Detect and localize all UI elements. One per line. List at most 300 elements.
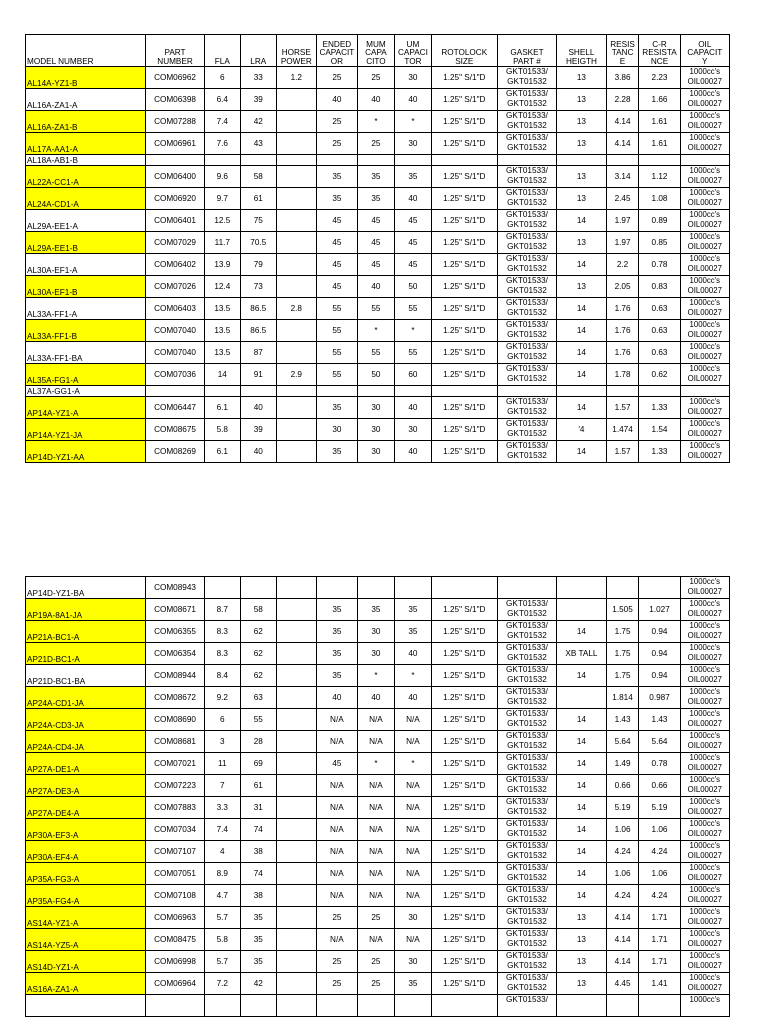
res-cell: 4.24 — [606, 841, 639, 863]
c2-cell: 30 — [357, 643, 394, 665]
gasket-line-2: GKT01532 — [507, 762, 547, 772]
model-number-cell: AL18A-AB1-B — [26, 155, 146, 166]
oil-line-1: 1000cc's — [689, 885, 721, 894]
oil-line-1: 1000cc's — [689, 67, 721, 76]
c1-cell: 35 — [316, 441, 357, 463]
cr-cell: 1.66 — [639, 89, 680, 111]
header-line: NCE — [650, 56, 669, 66]
res-cell: 1.43 — [606, 709, 639, 731]
header-line: OR — [330, 56, 344, 66]
oil-capacity-cell — [680, 885, 729, 907]
c1-cell: N/A — [316, 819, 357, 841]
empty-cell — [240, 155, 276, 166]
oil-line-2: OIL00027 — [687, 219, 722, 229]
c1-cell: 45 — [316, 210, 357, 232]
c3-cell: 40 — [394, 397, 431, 419]
fla-cell: 11.7 — [204, 232, 240, 254]
c3-cell: 45 — [394, 254, 431, 276]
empty-cell — [357, 386, 394, 397]
c1-cell: 35 — [316, 665, 357, 687]
hp-cell — [276, 775, 316, 797]
c1-cell: 45 — [316, 753, 357, 775]
c3-cell: N/A — [394, 841, 431, 863]
oil-line-2: OIL00027 — [687, 960, 722, 970]
header-line: TOR — [404, 56, 422, 66]
shell-cell: 14 — [557, 210, 606, 232]
oil-line-2: OIL00027 — [687, 142, 722, 152]
oil-line-1: 1000cc's — [689, 797, 721, 806]
oil-line-2: OIL00027 — [687, 406, 722, 416]
gasket-line-1: GKT01533/ — [506, 298, 548, 307]
c1-cell — [316, 995, 357, 1017]
gasket-part-cell — [497, 995, 557, 1017]
lra-cell: 75 — [240, 210, 276, 232]
cr-cell: 4.24 — [639, 885, 680, 907]
fla-cell: 6.4 — [204, 89, 240, 111]
gasket-line-1: GKT01533/ — [506, 166, 548, 175]
part-cell: COM06964 — [146, 973, 205, 995]
table-row — [26, 885, 730, 907]
c3-cell: 30 — [394, 907, 431, 929]
c2-cell: 35 — [357, 599, 394, 621]
oil-line-2: OIL00027 — [687, 428, 722, 438]
column-header — [276, 35, 316, 67]
empty-cell — [204, 155, 240, 166]
oil-line-1: 1000cc's — [689, 210, 721, 219]
c1-cell: 35 — [316, 643, 357, 665]
rot-cell: 1.25" S/1"D — [431, 111, 497, 133]
c1-cell: 35 — [316, 397, 357, 419]
c2-cell: N/A — [357, 797, 394, 819]
model-number-cell: AL35A-FG1-A — [26, 364, 146, 386]
oil-capacity-cell — [680, 929, 729, 951]
gasket-line-2: GKT01532 — [507, 894, 547, 904]
shell-cell: 13 — [557, 89, 606, 111]
oil-line-1: 1000cc's — [689, 364, 721, 373]
part-cell: COM06403 — [146, 298, 205, 320]
lra-cell: 42 — [240, 973, 276, 995]
oil-line-2: OIL00027 — [687, 175, 722, 185]
shell-cell: 13 — [557, 276, 606, 298]
c3-cell: N/A — [394, 819, 431, 841]
gasket-line-1: GKT01533/ — [506, 885, 548, 894]
cr-cell: 0.94 — [639, 643, 680, 665]
c3-cell: * — [394, 753, 431, 775]
shell-cell: 13 — [557, 973, 606, 995]
gasket-line-1: GKT01533/ — [506, 441, 548, 450]
c3-cell: * — [394, 320, 431, 342]
header-line: PART # — [513, 56, 541, 66]
gasket-part-cell — [497, 797, 557, 819]
header-line: OIL — [698, 39, 712, 49]
gasket-line-1: GKT01533/ — [506, 210, 548, 219]
gasket-part-cell — [497, 599, 557, 621]
oil-line-2: OIL00027 — [687, 329, 722, 339]
shell-cell: 14 — [557, 364, 606, 386]
c3-cell: 30 — [394, 133, 431, 155]
empty-cell — [431, 386, 497, 397]
c1-cell: N/A — [316, 709, 357, 731]
table-row — [26, 210, 730, 232]
rot-cell: 1.25" S/1"D — [431, 819, 497, 841]
hp-cell — [276, 210, 316, 232]
part-cell: COM07051 — [146, 863, 205, 885]
c3-cell: 40 — [394, 89, 431, 111]
table-row — [26, 995, 730, 1017]
c2-cell: 25 — [357, 973, 394, 995]
fla-cell: 7.2 — [204, 973, 240, 995]
gasket-line-1: GKT01533/ — [506, 599, 548, 608]
oil-capacity-cell — [680, 67, 729, 89]
gasket-part-cell — [497, 441, 557, 463]
hp-cell: 2.9 — [276, 364, 316, 386]
hp-cell — [276, 599, 316, 621]
lra-cell: 62 — [240, 643, 276, 665]
oil-line-2: OIL00027 — [687, 784, 722, 794]
res-cell: 1.57 — [606, 441, 639, 463]
c3-cell: N/A — [394, 885, 431, 907]
cr-cell — [639, 577, 680, 599]
gasket-line-2: GKT01532 — [507, 828, 547, 838]
gasket-part-cell — [497, 577, 557, 599]
empty-cell — [146, 155, 205, 166]
oil-line-1: 1000cc's — [689, 419, 721, 428]
shell-cell: 13 — [557, 133, 606, 155]
fla-cell: 13.5 — [204, 298, 240, 320]
fla-cell: 3.3 — [204, 797, 240, 819]
c3-cell: * — [394, 665, 431, 687]
cr-cell: 0.62 — [639, 364, 680, 386]
gasket-line-2: GKT01532 — [507, 784, 547, 794]
lra-cell: 62 — [240, 665, 276, 687]
gasket-line-1: GKT01533/ — [506, 929, 548, 938]
oil-line-2: OIL00027 — [687, 285, 722, 295]
oil-line-1: 1000cc's — [689, 995, 721, 1004]
oil-capacity-cell — [680, 665, 729, 687]
c3-cell — [394, 577, 431, 599]
part-cell: COM07108 — [146, 885, 205, 907]
gasket-part-cell — [497, 320, 557, 342]
c2-cell: 30 — [357, 419, 394, 441]
oil-line-1: 1000cc's — [689, 133, 721, 142]
part-cell: COM06398 — [146, 89, 205, 111]
model-number-cell: AL17A-AA1-A — [26, 133, 146, 155]
model-number-cell: AL22A-CC1-A — [26, 166, 146, 188]
res-cell — [606, 995, 639, 1017]
res-cell: 1.76 — [606, 342, 639, 364]
lra-cell: 73 — [240, 276, 276, 298]
fla-cell: 13.9 — [204, 254, 240, 276]
gasket-line-2: GKT01532 — [507, 98, 547, 108]
header-line: CAPACI — [397, 48, 428, 57]
c2-cell: 30 — [357, 621, 394, 643]
part-cell: COM06400 — [146, 166, 205, 188]
gasket-part-cell — [497, 188, 557, 210]
oil-capacity-cell — [680, 687, 729, 709]
lra-cell: 74 — [240, 863, 276, 885]
empty-cell — [394, 155, 431, 166]
model-number-cell: AL16A-ZA1-A — [26, 89, 146, 111]
fla-cell: 8.9 — [204, 863, 240, 885]
c3-cell: 45 — [394, 232, 431, 254]
table-row — [26, 254, 730, 276]
c3-cell: 35 — [394, 166, 431, 188]
part-cell: COM07036 — [146, 364, 205, 386]
gasket-line-2: GKT01532 — [507, 740, 547, 750]
lra-cell: 42 — [240, 111, 276, 133]
header-line: Y — [702, 56, 708, 66]
table-row — [26, 89, 730, 111]
oil-capacity-cell — [680, 254, 729, 276]
hp-cell — [276, 973, 316, 995]
cr-cell: 1.41 — [639, 973, 680, 995]
rot-cell: 1.25" S/1"D — [431, 775, 497, 797]
column-header — [557, 35, 606, 67]
oil-capacity-cell — [680, 166, 729, 188]
part-cell: COM06401 — [146, 210, 205, 232]
res-cell: 4.14 — [606, 929, 639, 951]
part-cell: COM06920 — [146, 188, 205, 210]
header-line: E — [619, 56, 626, 66]
part-cell — [146, 995, 205, 1017]
oil-line-2: OIL00027 — [687, 982, 722, 992]
oil-capacity-cell — [680, 819, 729, 841]
gasket-line-1: GKT01533/ — [506, 188, 548, 197]
gasket-line-1: GKT01533/ — [506, 753, 548, 762]
gasket-line-2: GKT01532 — [507, 916, 547, 926]
header-line: ROTOLOCK — [441, 48, 488, 57]
oil-line-1: 1000cc's — [689, 643, 721, 652]
hp-cell — [276, 753, 316, 775]
oil-line-1: 1000cc's — [689, 89, 721, 98]
res-cell: 2.05 — [606, 276, 639, 298]
cr-cell: 1.027 — [639, 599, 680, 621]
gasket-part-cell — [497, 929, 557, 951]
oil-line-1: 1000cc's — [689, 753, 721, 762]
empty-cell — [639, 386, 680, 397]
empty-cell — [639, 155, 680, 166]
cr-cell: 1.61 — [639, 111, 680, 133]
res-cell: 2.2 — [606, 254, 639, 276]
rot-cell: 1.25" S/1"D — [431, 364, 497, 386]
rot-cell: 1.25" S/1"D — [431, 709, 497, 731]
hp-cell — [276, 665, 316, 687]
shell-cell: 14 — [557, 298, 606, 320]
hp-cell — [276, 819, 316, 841]
part-cell: COM06402 — [146, 254, 205, 276]
hp-cell — [276, 863, 316, 885]
hp-cell — [276, 885, 316, 907]
model-number-cell: AP14D-YZ1-AA — [26, 441, 146, 463]
compressor-spec-table-2 — [25, 576, 730, 1017]
part-cell: COM06998 — [146, 951, 205, 973]
shell-cell: 13 — [557, 929, 606, 951]
part-cell: COM08943 — [146, 577, 205, 599]
hp-cell — [276, 166, 316, 188]
oil-line-2: OIL00027 — [687, 894, 722, 904]
oil-capacity-cell — [680, 599, 729, 621]
gasket-line-2: GKT01532 — [507, 241, 547, 251]
cr-cell: 1.33 — [639, 441, 680, 463]
c1-cell: 25 — [316, 973, 357, 995]
part-cell: COM08690 — [146, 709, 205, 731]
table-row — [26, 67, 730, 89]
res-cell: 4.14 — [606, 907, 639, 929]
gasket-line-2: GKT01532 — [507, 373, 547, 383]
lra-cell — [240, 995, 276, 1017]
c2-cell: 50 — [357, 364, 394, 386]
fla-cell: 5.7 — [204, 907, 240, 929]
shell-cell: 13 — [557, 111, 606, 133]
shell-cell: 14 — [557, 753, 606, 775]
gasket-part-cell — [497, 621, 557, 643]
c3-cell: 55 — [394, 298, 431, 320]
gasket-line-1: GKT01533/ — [506, 89, 548, 98]
oil-capacity-cell — [680, 298, 729, 320]
gasket-line-1: GKT01533/ — [506, 687, 548, 696]
res-cell: 4.45 — [606, 973, 639, 995]
fla-cell: 8.4 — [204, 665, 240, 687]
c2-cell: 35 — [357, 188, 394, 210]
header-line: ENDED — [322, 39, 352, 49]
empty-cell — [497, 386, 557, 397]
gasket-line-1: GKT01533/ — [506, 665, 548, 674]
oil-line-1: 1000cc's — [689, 232, 721, 241]
rot-cell: 1.25" S/1"D — [431, 665, 497, 687]
c2-cell: 25 — [357, 951, 394, 973]
oil-capacity-cell — [680, 907, 729, 929]
rot-cell: 1.25" S/1"D — [431, 841, 497, 863]
oil-line-1: 1000cc's — [689, 731, 721, 740]
oil-capacity-cell — [680, 577, 729, 599]
header-line: TANC — [611, 48, 634, 57]
oil-line-1: 1000cc's — [689, 111, 721, 120]
hp-cell — [276, 419, 316, 441]
table-row — [26, 665, 730, 687]
shell-cell: 14 — [557, 397, 606, 419]
gasket-part-cell — [497, 819, 557, 841]
header-line: NUMBER — [157, 56, 193, 66]
oil-line-2: OIL00027 — [687, 241, 722, 251]
table-row — [26, 320, 730, 342]
shell-cell — [557, 599, 606, 621]
part-cell: COM08269 — [146, 441, 205, 463]
cr-cell: 1.08 — [639, 188, 680, 210]
oil-line-2: OIL00027 — [687, 850, 722, 860]
res-cell — [606, 577, 639, 599]
part-cell: COM06961 — [146, 133, 205, 155]
c1-cell: 35 — [316, 188, 357, 210]
hp-cell — [276, 441, 316, 463]
part-cell: COM06447 — [146, 397, 205, 419]
hp-cell — [276, 133, 316, 155]
header-line: C-R — [652, 39, 667, 49]
hp-cell — [276, 731, 316, 753]
shell-cell: 13 — [557, 188, 606, 210]
c2-cell — [357, 577, 394, 599]
rot-cell: 1.25" S/1"D — [431, 973, 497, 995]
c2-cell: * — [357, 753, 394, 775]
rot-cell: 1.25" S/1"D — [431, 951, 497, 973]
c1-cell: 35 — [316, 166, 357, 188]
fla-cell: 13.5 — [204, 320, 240, 342]
gasket-line-2: GKT01532 — [507, 329, 547, 339]
fla-cell: 6 — [204, 67, 240, 89]
part-cell: COM08475 — [146, 929, 205, 951]
fla-cell: 12.5 — [204, 210, 240, 232]
table-row — [26, 841, 730, 863]
oil-line-1: 1000cc's — [689, 342, 721, 351]
gasket-part-cell — [497, 342, 557, 364]
empty-cell — [276, 386, 316, 397]
c3-cell: 30 — [394, 951, 431, 973]
gasket-line-2: GKT01532 — [507, 450, 547, 460]
empty-cell — [606, 386, 639, 397]
fla-cell: 8.3 — [204, 621, 240, 643]
shell-cell — [557, 577, 606, 599]
c1-cell: 55 — [316, 364, 357, 386]
lra-cell: 87 — [240, 342, 276, 364]
gasket-part-cell — [497, 232, 557, 254]
model-number-cell: AL16A-ZA1-B — [26, 111, 146, 133]
oil-line-2: OIL00027 — [687, 740, 722, 750]
gasket-part-cell — [497, 973, 557, 995]
part-cell: COM07034 — [146, 819, 205, 841]
cr-cell: 1.71 — [639, 951, 680, 973]
oil-line-2: OIL00027 — [687, 98, 722, 108]
c1-cell: N/A — [316, 797, 357, 819]
shell-cell: 14 — [557, 731, 606, 753]
oil-line-1: 1000cc's — [689, 397, 721, 406]
column-header — [240, 35, 276, 67]
oil-line-1: 1000cc's — [689, 621, 721, 630]
oil-capacity-cell — [680, 276, 729, 298]
gasket-line-1: GKT01533/ — [506, 342, 548, 351]
c3-cell: 45 — [394, 210, 431, 232]
shell-cell: 14 — [557, 863, 606, 885]
header-line: UM — [406, 39, 420, 49]
fla-cell: 7.6 — [204, 133, 240, 155]
c3-cell: 40 — [394, 441, 431, 463]
oil-line-1: 1000cc's — [689, 298, 721, 307]
header-line: RESISTA — [642, 48, 677, 57]
header-line: CAPACIT — [319, 48, 355, 57]
oil-line-1: 1000cc's — [689, 441, 721, 450]
oil-line-1: 1000cc's — [689, 665, 721, 674]
res-cell: 4.14 — [606, 133, 639, 155]
model-number-cell: AP21D-BC1-BA — [26, 665, 146, 687]
fla-cell: 8.3 — [204, 643, 240, 665]
oil-line-1: 1000cc's — [689, 863, 721, 872]
lra-cell: 63 — [240, 687, 276, 709]
cr-cell: 0.85 — [639, 232, 680, 254]
gasket-line-1: GKT01533/ — [506, 951, 548, 960]
table-row — [26, 687, 730, 709]
c3-cell: 35 — [394, 621, 431, 643]
c2-cell: 45 — [357, 210, 394, 232]
oil-line-2: OIL00027 — [687, 696, 722, 706]
res-cell: 1.49 — [606, 753, 639, 775]
column-header — [394, 35, 431, 67]
c2-cell — [357, 995, 394, 1017]
hp-cell — [276, 995, 316, 1017]
model-number-cell: AP19A-8A1-JA — [26, 599, 146, 621]
part-cell: COM06354 — [146, 643, 205, 665]
table-row — [26, 907, 730, 929]
gasket-line-2: GKT01532 — [507, 142, 547, 152]
cr-cell: 1.54 — [639, 419, 680, 441]
gasket-line-2: GKT01532 — [507, 428, 547, 438]
